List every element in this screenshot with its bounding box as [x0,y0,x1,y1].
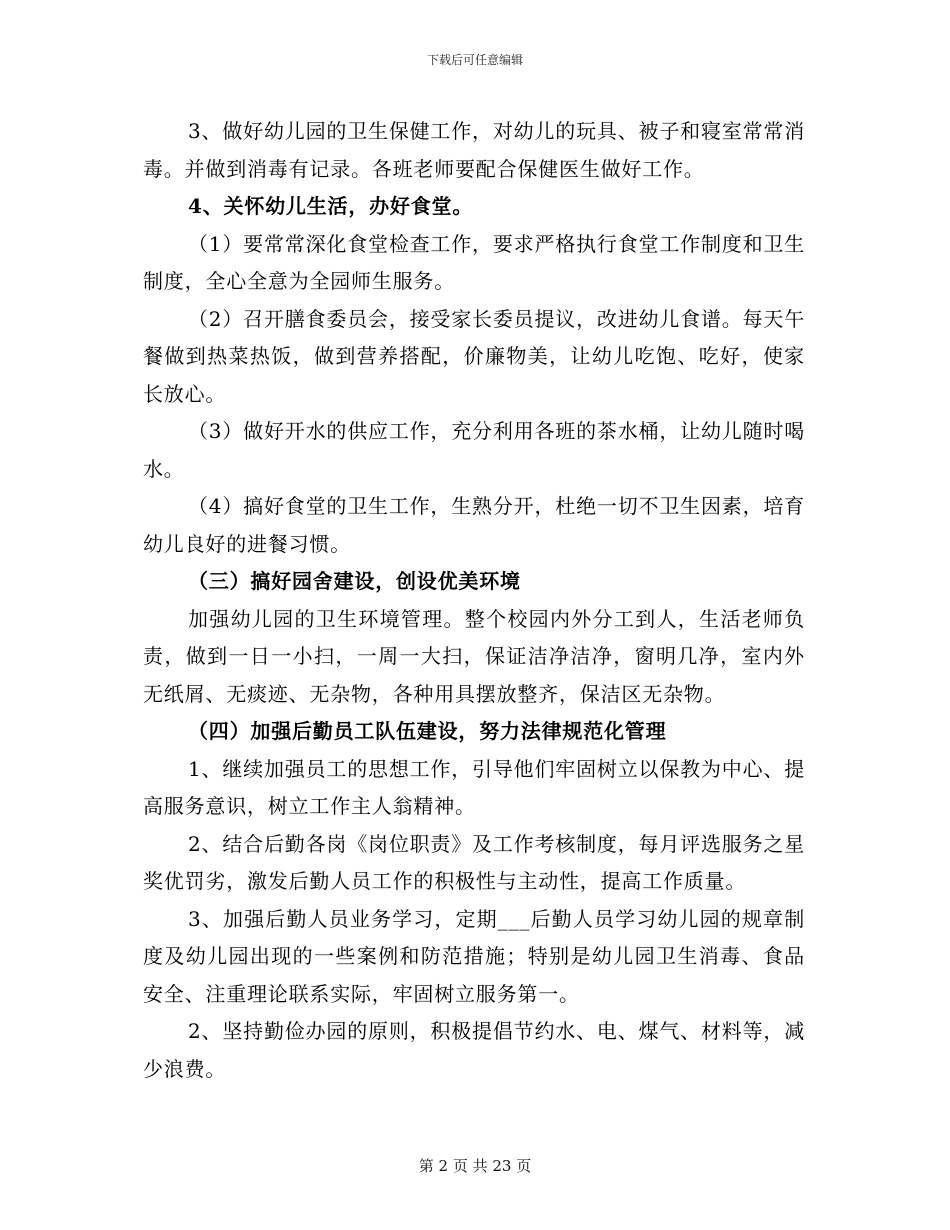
paragraph: （3）做好开水的供应工作，充分利用各班的茶水桶，让幼儿随时喝水。 [143,419,805,481]
section-heading: （四）加强后勤员工队伍建设，努力法律规范化管理 [188,719,667,743]
paragraph: （1）要常常深化食堂检查工作，要求严格执行食堂工作制度和卫生制度，全心全意为全园师生服务。 [143,231,805,293]
section-heading: （三）搞好园舍建设，创设优美环境 [188,569,521,593]
page-header: 下载后可任意编辑 [426,53,523,67]
page-footer: 第 2 页 共 23 页 [418,1157,532,1175]
paragraph: 加强幼儿园的卫生环境管理。整个校园内外分工到人，生活老师负责，做到一日一小扫，一周一大扫，保证洁净洁净，窗明几净，室内外无纸屑、无痰迹、无杂物，各种用具摆放整齐，保洁区无杂物。 [143,606,805,706]
paragraph: 3、做好幼儿园的卫生保健工作，对幼儿的玩具、被子和寝室常常消毒。并做到消毒有记录。各班老师要配合保健医生做好工作。 [143,119,805,181]
paragraph: 2、坚持勤俭办园的原则，积极提倡节约水、电、煤气、材料等，减少浪费。 [143,1019,805,1081]
section-heading: 4、关怀幼儿生活，办好食堂。 [188,194,474,218]
paragraph: 1、继续加强员工的思想工作，引导他们牢固树立以保教为中心、提高服务意识，树立工作主人翁精神。 [143,756,805,818]
paragraph: （4）搞好食堂的卫生工作，生熟分开，杜绝一切不卫生因素，培育幼儿良好的进餐习惯。 [143,494,805,556]
paragraph: （2）召开膳食委员会，接受家长委员提议，改进幼儿食谱。每天午餐做到热菜热饭，做到营养搭配，价廉物美，让幼儿吃饱、吃好，使家长放心。 [143,306,805,406]
document-body [143,113,805,1088]
paragraph: 3、加强后勤人员业务学习，定期___后勤人员学习幼儿园的规章制度及幼儿园出现的一些案例和防范措施；特别是幼儿园卫生消毒、食品安全、注重理论联系实际，牢固树立服务第一。 [143,906,805,1006]
paragraph: 2、结合后勤各岗《岗位职责》及工作考核制度，每月评选服务之星奖优罚劣，激发后勤人员工作的积极性与主动性，提高工作质量。 [143,831,805,893]
